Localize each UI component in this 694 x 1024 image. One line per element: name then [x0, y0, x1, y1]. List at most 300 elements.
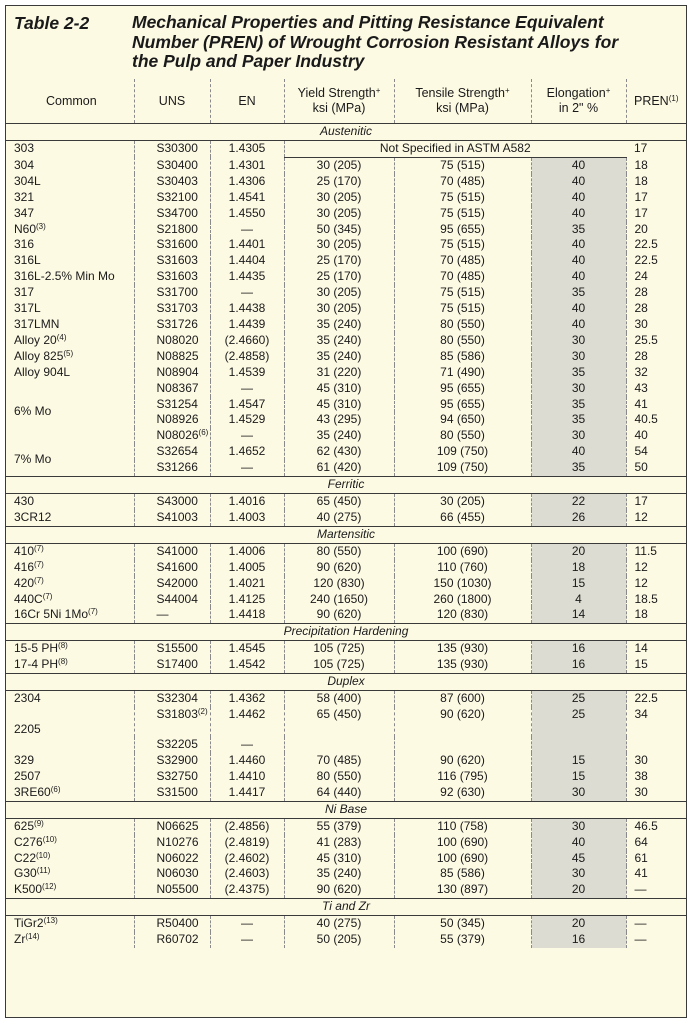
cell-tensile: 120 (830) — [394, 607, 531, 623]
cell-text: N60 — [14, 221, 37, 236]
cell-yield: 240 (1650) — [284, 592, 394, 608]
cell-tensile: 50 (345) — [394, 916, 531, 932]
cell-tensile: 55 (379) — [394, 932, 531, 948]
cell-yield: 80 (550) — [284, 543, 394, 559]
section-title: Ni Base — [6, 801, 686, 818]
cell-yield: 120 (830) — [284, 576, 394, 592]
cell-text: S32304 — [156, 691, 198, 706]
footnote-ref: (3) — [36, 221, 46, 231]
table-row — [6, 607, 686, 623]
table-row — [6, 753, 686, 769]
cell-common — [6, 222, 134, 238]
cell-pren: 12 — [634, 575, 648, 590]
cell-text: N08026 — [156, 428, 199, 443]
cell-elongation: 16 — [531, 657, 626, 673]
cell-yield: 30 (205) — [284, 190, 394, 206]
cell-yield: 61 (420) — [284, 460, 394, 476]
table-caption — [132, 13, 618, 79]
cell-yield: 50 (345) — [284, 222, 394, 238]
table-row — [6, 349, 686, 365]
cell-text: S32900 — [156, 753, 198, 767]
cell-yield: 30 (205) — [284, 206, 394, 222]
cell-en: 1.4438 — [210, 301, 284, 317]
cell-yield: 25 (170) — [284, 269, 394, 285]
cell-uns — [134, 365, 210, 381]
cell-text: R50400 — [156, 916, 199, 931]
cell-uns — [134, 882, 210, 898]
cell-common — [6, 785, 134, 801]
cell-uns — [134, 269, 210, 285]
cell-text: S31700 — [156, 285, 198, 300]
cell-text: 440C — [14, 591, 43, 606]
footnote-ref: (7) — [34, 543, 44, 553]
cell-pren: 25.5 — [634, 332, 658, 347]
cell-text: — — [156, 607, 169, 622]
cell-en: 1.4550 — [210, 206, 284, 222]
cell-common — [6, 543, 134, 559]
cell-text: R60702 — [156, 932, 199, 947]
table-header — [6, 79, 686, 124]
cell-elongation: 30 — [531, 818, 626, 834]
header-pren: PREN$^{(1)}$ — [626, 79, 686, 124]
cell-en: — — [210, 737, 284, 753]
cell-text: 316L — [14, 253, 41, 268]
cell-pren: 38 — [634, 768, 648, 783]
cell-tensile: 80 (550) — [394, 333, 531, 349]
cell-uns — [134, 607, 210, 623]
cell-text: 321 — [14, 189, 35, 204]
header-common: Common — [6, 79, 134, 124]
cell-yield: 35 (240) — [284, 333, 394, 349]
cell-text: 6% Mo — [14, 404, 52, 419]
table-row — [6, 641, 686, 657]
footnote-ref: (6) — [198, 428, 209, 438]
cell-text: S30403 — [156, 173, 198, 188]
table-row — [6, 510, 686, 526]
cell-yield: 35 (240) — [284, 866, 394, 882]
cell-elongation: 40 — [531, 301, 626, 317]
cell-uns — [134, 592, 210, 608]
cell-common — [6, 882, 134, 898]
cell-common — [6, 657, 134, 673]
cell-tensile — [394, 737, 531, 753]
cell-text: N08367 — [156, 380, 199, 395]
cell-pren: 34 — [634, 707, 648, 722]
cell-pren: — — [634, 916, 647, 931]
cell-pren: 22.5 — [634, 237, 658, 252]
cell-tensile: 109 (750) — [394, 460, 531, 476]
cell-tensile: 80 (550) — [394, 317, 531, 333]
footnote-ref: (8) — [58, 657, 68, 667]
cell-common — [6, 707, 134, 753]
cell-text: S41000 — [156, 543, 198, 558]
cell-tensile: 94 (650) — [394, 412, 531, 428]
cell-en: (2.4602) — [210, 851, 284, 867]
table-row — [6, 141, 686, 158]
section-title: Ti and Zr — [6, 899, 686, 916]
cell-yield: 30 (205) — [284, 157, 394, 173]
table-row — [6, 157, 686, 173]
cell-text: 2304 — [14, 691, 41, 706]
cell-tensile: 110 (760) — [394, 560, 531, 576]
document-page — [5, 5, 687, 1018]
cell-yield: 25 (170) — [284, 174, 394, 190]
cell-text: S44004 — [156, 591, 198, 606]
cell-text: S43000 — [156, 494, 198, 509]
cell-uns — [134, 141, 210, 158]
cell-uns — [134, 641, 210, 657]
table-row — [6, 494, 686, 510]
cell-tensile: 70 (485) — [394, 174, 531, 190]
cell-common — [6, 916, 134, 932]
caption-line: Number (PREN) of Wrought Corrosion Resistant Alloys for — [132, 31, 619, 52]
cell-pren: 50 — [634, 460, 648, 475]
cell-text: 316L-2.5% Min Mo — [14, 269, 115, 284]
cell-common — [6, 932, 134, 948]
cell-text: S31600 — [156, 237, 198, 252]
cell-pren: 28 — [634, 348, 648, 363]
cell-text: S31703 — [156, 301, 198, 316]
cell-common — [6, 206, 134, 222]
cell-uns — [134, 428, 210, 444]
cell-yield — [284, 737, 394, 753]
cell-common — [6, 444, 134, 476]
footnote-ref: (7) — [34, 575, 44, 585]
table-row — [6, 301, 686, 317]
footnote-ref: (4) — [56, 332, 67, 342]
cell-common — [6, 333, 134, 349]
cell-elongation: 22 — [531, 494, 626, 510]
cell-common — [6, 560, 134, 576]
cell-yield: 30 (205) — [284, 237, 394, 253]
section-row — [6, 124, 686, 141]
cell-elongation: 20 — [531, 882, 626, 898]
cell-en: 1.4545 — [210, 641, 284, 657]
cell-text: S17400 — [156, 657, 198, 672]
cell-pren: 24 — [634, 269, 648, 284]
table-row — [6, 269, 686, 285]
cell-yield: 65 (450) — [284, 707, 394, 737]
table-row — [6, 174, 686, 190]
cell-elongation: 40 — [531, 157, 626, 173]
cell-yield: 58 (400) — [284, 691, 394, 707]
cell-pren: 30 — [634, 753, 648, 767]
cell-yield: 90 (620) — [284, 882, 394, 898]
cell-elongation: 18 — [531, 560, 626, 576]
cell-uns — [134, 510, 210, 526]
cell-elongation: 30 — [531, 428, 626, 444]
cell-en: 1.4541 — [210, 190, 284, 206]
cell-text: N06625 — [156, 818, 199, 833]
cell-uns — [134, 253, 210, 269]
cell-en: 1.4006 — [210, 543, 284, 559]
cell-pren: — — [634, 932, 647, 947]
cell-elongation: 40 — [531, 253, 626, 269]
cell-text: N08926 — [156, 412, 199, 427]
cell-text: S31603 — [156, 253, 198, 268]
cell-elongation: 15 — [531, 576, 626, 592]
cell-text: N08020 — [156, 332, 199, 347]
cell-en: 1.4417 — [210, 785, 284, 801]
cell-text: S15500 — [156, 641, 198, 656]
header-yield: Yield Strength+ ksi (MPa) — [284, 79, 394, 124]
cell-text: 2507 — [14, 768, 41, 783]
cell-en: (2.4858) — [210, 349, 284, 365]
cell-elongation: 35 — [531, 412, 626, 428]
cell-yield: 35 (240) — [284, 317, 394, 333]
cell-yield: 55 (379) — [284, 818, 394, 834]
cell-text: 304 — [14, 157, 35, 172]
caption-line: the Pulp and Paper Industry — [132, 51, 365, 71]
cell-text: S32654 — [156, 444, 198, 459]
cell-en: 1.4401 — [210, 237, 284, 253]
cell-text: S32100 — [156, 189, 198, 204]
section-row — [6, 801, 686, 818]
cell-tensile: 85 (586) — [394, 349, 531, 365]
cell-elongation — [531, 737, 626, 753]
cell-uns — [134, 444, 210, 460]
cell-yield: 62 (430) — [284, 444, 394, 460]
cell-elongation: 25 — [531, 707, 626, 737]
cell-uns — [134, 206, 210, 222]
cell-yield: 45 (310) — [284, 381, 394, 397]
table-row — [6, 543, 686, 559]
cell-common — [6, 576, 134, 592]
cell-uns — [134, 237, 210, 253]
cell-tensile: 100 (690) — [394, 543, 531, 559]
cell-tensile: 109 (750) — [394, 444, 531, 460]
cell-text: S31726 — [156, 316, 198, 331]
cell-elongation: 30 — [531, 333, 626, 349]
table-row — [6, 222, 686, 238]
cell-tensile: 116 (795) — [394, 769, 531, 785]
table-row — [6, 592, 686, 608]
cell-pren: 17 — [634, 189, 648, 204]
cell-text: 329 — [14, 753, 35, 767]
footnote-ref: (11) — [36, 866, 51, 876]
cell-text: N05500 — [156, 882, 199, 897]
table-row — [6, 576, 686, 592]
cell-text: S32750 — [156, 768, 198, 783]
cell-uns — [134, 317, 210, 333]
cell-en: 1.4410 — [210, 769, 284, 785]
cell-elongation: 35 — [531, 222, 626, 238]
cell-tensile: 90 (620) — [394, 707, 531, 737]
cell-text: 17-4 PH — [14, 657, 59, 672]
cell-text: S31254 — [156, 396, 198, 411]
cell-pren: 40.5 — [634, 412, 658, 427]
cell-tensile: 70 (485) — [394, 269, 531, 285]
cell-text: 317 — [14, 285, 35, 300]
cell-en: 1.4547 — [210, 397, 284, 413]
section-row — [6, 624, 686, 641]
cell-pren: 28 — [634, 301, 648, 316]
cell-tensile: 260 (1800) — [394, 592, 531, 608]
cell-pren: 43 — [634, 380, 648, 395]
cell-text: TiGr2 — [14, 916, 44, 931]
cell-uns — [134, 818, 210, 834]
cell-tensile: 100 (690) — [394, 851, 531, 867]
cell-common — [6, 851, 134, 867]
cell-yield: 41 (283) — [284, 835, 394, 851]
table-title — [6, 6, 686, 79]
footnote-ref: (9) — [34, 818, 44, 828]
cell-pren: 18.5 — [634, 591, 658, 606]
cell-elongation: 35 — [531, 397, 626, 413]
cell-text: 303 — [14, 141, 35, 156]
cell-common — [6, 592, 134, 608]
cell-pren — [626, 737, 686, 753]
cell-en: 1.4418 — [210, 607, 284, 623]
cell-text: N08825 — [156, 348, 199, 363]
cell-elongation: 35 — [531, 460, 626, 476]
cell-text: 304L — [14, 173, 41, 188]
cell-en: — — [210, 932, 284, 948]
table-row — [6, 333, 686, 349]
table-row — [6, 818, 686, 834]
cell-uns — [134, 157, 210, 173]
cell-uns — [134, 222, 210, 238]
cell-en: — — [210, 285, 284, 301]
table-row — [6, 206, 686, 222]
cell-en: 1.4305 — [210, 141, 284, 158]
cell-uns — [134, 190, 210, 206]
cell-yield: 43 (295) — [284, 412, 394, 428]
cell-en: 1.4404 — [210, 253, 284, 269]
cell-en: — — [210, 222, 284, 238]
cell-elongation: 40 — [531, 237, 626, 253]
cell-pren: 28 — [634, 285, 648, 300]
cell-pren: 18 — [634, 607, 648, 622]
cell-text: S41003 — [156, 509, 198, 524]
cell-uns — [134, 412, 210, 428]
cell-pren: 12 — [634, 559, 648, 574]
cell-elongation: 20 — [531, 916, 626, 932]
cell-uns — [134, 932, 210, 948]
cell-tensile: 30 (205) — [394, 494, 531, 510]
cell-elongation: 16 — [531, 932, 626, 948]
table-row — [6, 882, 686, 898]
footnote-ref: (13) — [43, 916, 58, 926]
cell-uns — [134, 285, 210, 301]
table-row — [6, 785, 686, 801]
footnote-ref: (8) — [58, 641, 68, 651]
cell-text: S30400 — [156, 157, 198, 172]
section-row — [6, 477, 686, 494]
section-title: Martensitic — [6, 526, 686, 543]
cell-en: 1.4652 — [210, 444, 284, 460]
footnote-ref: (7) — [34, 559, 44, 569]
cell-elongation: 40 — [531, 206, 626, 222]
section-row — [6, 674, 686, 691]
table-row — [6, 237, 686, 253]
cell-elongation: 35 — [531, 365, 626, 381]
footnote-ref: (2) — [197, 707, 208, 717]
cell-uns — [134, 866, 210, 882]
cell-yield: 45 (310) — [284, 397, 394, 413]
cell-common — [6, 835, 134, 851]
cell-text: S34700 — [156, 205, 198, 220]
cell-pren: 14 — [634, 641, 648, 656]
cell-elongation: 35 — [531, 285, 626, 301]
cell-elongation: 40 — [531, 190, 626, 206]
header-tensile: Tensile Strength+ ksi (MPa) — [394, 79, 531, 124]
cell-yield: 105 (725) — [284, 657, 394, 673]
cell-common — [6, 691, 134, 707]
section-title: Austenitic — [6, 124, 686, 141]
cell-yield: 35 (240) — [284, 428, 394, 444]
table-row — [6, 835, 686, 851]
cell-common — [6, 237, 134, 253]
cell-common — [6, 641, 134, 657]
cell-common — [6, 349, 134, 365]
cell-yield: 90 (620) — [284, 560, 394, 576]
cell-tensile: 66 (455) — [394, 510, 531, 526]
header-en: EN — [210, 79, 284, 124]
table-row — [6, 365, 686, 381]
properties-table — [6, 79, 686, 948]
cell-yield: 30 (205) — [284, 301, 394, 317]
cell-uns — [134, 691, 210, 707]
cell-en: 1.4435 — [210, 269, 284, 285]
cell-tensile: 95 (655) — [394, 381, 531, 397]
cell-yield: 80 (550) — [284, 769, 394, 785]
cell-pren: 32 — [634, 364, 648, 379]
cell-text: S21800 — [156, 221, 198, 236]
cell-tensile: 80 (550) — [394, 428, 531, 444]
cell-en: — — [210, 381, 284, 397]
cell-uns — [134, 785, 210, 801]
cell-common — [6, 285, 134, 301]
cell-pren: 11.5 — [634, 543, 657, 558]
cell-en: 1.4462 — [210, 707, 284, 737]
cell-elongation: 45 — [531, 851, 626, 867]
cell-text: C276 — [14, 834, 43, 849]
cell-en: 1.4003 — [210, 510, 284, 526]
header-elongation: Elongation+ in 2" % — [531, 79, 626, 124]
footnote-ref: (6) — [50, 784, 61, 794]
cell-tensile: 92 (630) — [394, 785, 531, 801]
cell-text: 317L — [14, 301, 41, 316]
table-row — [6, 560, 686, 576]
cell-common — [6, 365, 134, 381]
cell-tensile: 75 (515) — [394, 157, 531, 173]
cell-text: 625 — [14, 818, 35, 833]
cell-yield: 35 (240) — [284, 349, 394, 365]
cell-elongation: 25 — [531, 691, 626, 707]
cell-elongation: 20 — [531, 543, 626, 559]
cell-yield: 64 (440) — [284, 785, 394, 801]
cell-text: 15-5 PH — [14, 641, 59, 656]
cell-uns — [134, 560, 210, 576]
cell-elongation: 26 — [531, 510, 626, 526]
cell-pren: 54 — [634, 444, 648, 459]
cell-text: S41600 — [156, 559, 198, 574]
cell-common — [6, 753, 134, 769]
cell-pren: 46.5 — [634, 818, 658, 833]
table-row — [6, 253, 686, 269]
cell-common — [6, 866, 134, 882]
cell-pren: 15 — [634, 657, 648, 672]
table-row — [6, 317, 686, 333]
cell-common — [6, 157, 134, 173]
cell-pren: 30 — [634, 316, 648, 331]
cell-en: 1.4362 — [210, 691, 284, 707]
cell-tensile: 75 (515) — [394, 190, 531, 206]
cell-uns — [134, 916, 210, 932]
cell-text: 317LMN — [14, 316, 60, 331]
cell-pren: — — [634, 882, 647, 897]
